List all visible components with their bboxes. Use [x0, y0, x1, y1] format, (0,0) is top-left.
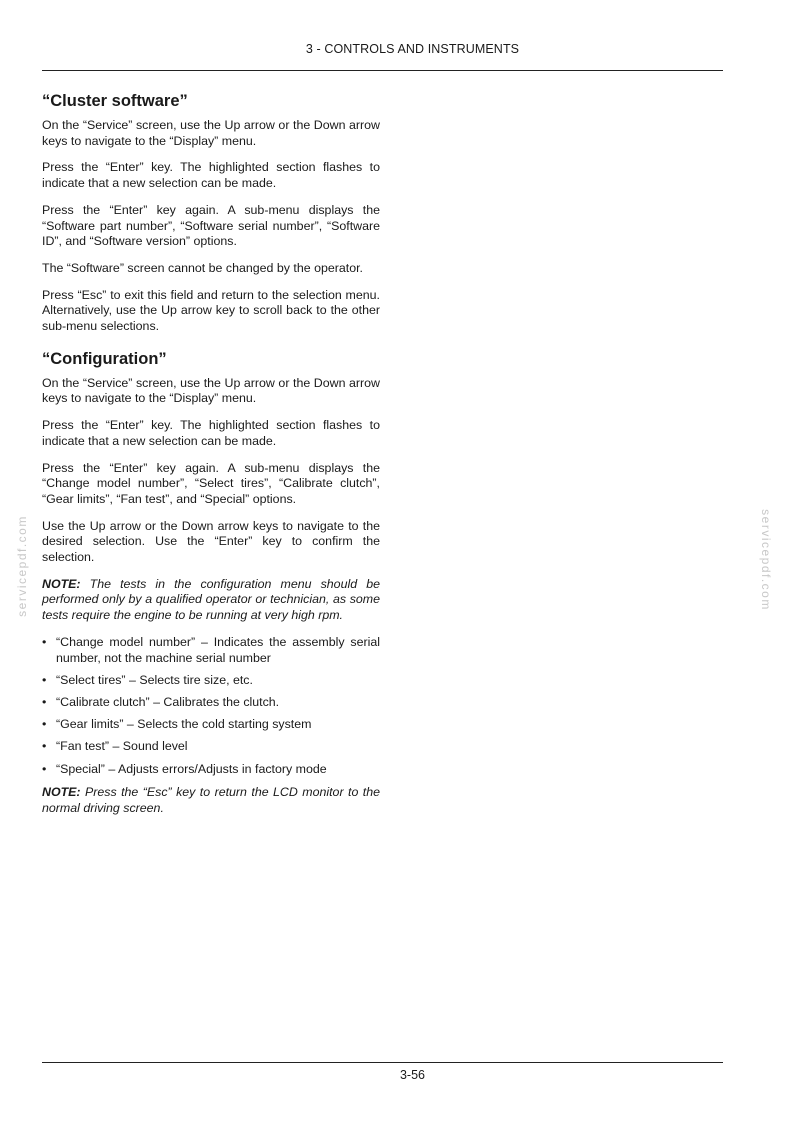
- list-item: [42, 695, 380, 711]
- list-item: [42, 673, 380, 689]
- list-item-text: “Special” – Adjusts errors/Adjusts in factory mode: [56, 761, 327, 776]
- note-label: NOTE:: [42, 576, 81, 591]
- paragraph: Press the “Enter” key again. A sub-menu displays the “Change model number”, “Select tires”, “Calibrate clutch”, “Gear limits”, “Fan test”, and “Special” options.: [42, 460, 380, 506]
- note-text: The tests in the configuration menu should be performed only by a qualified operator or technician, as some tests require the engine to be running at very high rpm.: [42, 576, 380, 623]
- bullet: •: [42, 761, 47, 776]
- bullet: •: [42, 694, 47, 709]
- paragraph: On the “Service” screen, use the Up arrow or the Down arrow keys to navigate to the “Display” menu.: [42, 118, 380, 148]
- list-item: [42, 635, 380, 666]
- paragraph: Use the Up arrow or the Down arrow keys to navigate to the desired selection. Use the “Enter” key to confirm the selection.: [42, 518, 380, 565]
- note-label: NOTE:: [42, 785, 81, 800]
- note-configuration-tests: [42, 577, 380, 624]
- watermark-left: servicepdf.com: [15, 515, 29, 617]
- page-number: 3-56: [399, 1068, 426, 1082]
- page-content: [42, 91, 380, 828]
- list-item-text: “Gear limits” – Selects the cold starting system: [56, 717, 312, 732]
- paragraph: On the “Service” screen, use the Up arrow or the Down arrow keys to navigate to the “Display” menu.: [42, 375, 380, 406]
- bullet: •: [42, 634, 47, 649]
- page-header: [42, 42, 723, 71]
- bullet: •: [42, 672, 47, 687]
- page-footer: [42, 1062, 723, 1082]
- note-text: Press the “Esc” key to return the LCD monitor to the normal driving screen.: [42, 785, 380, 815]
- list-item: [42, 739, 380, 755]
- section-heading-cluster-software: “Cluster software”: [42, 92, 188, 110]
- paragraph: Press the “Enter” key again. A sub-menu displays the “Software part number”, “Software serial number”, “Software ID”, and “Software version” options.: [42, 202, 380, 249]
- note-esc-key: [42, 785, 380, 816]
- paragraph: Press “Esc” to exit this field and return to the selection menu. Alternatively, use the Up arrow key to scroll back to the other sub-menu selections.: [42, 287, 380, 334]
- watermark-right: servicepdf.com: [759, 509, 773, 611]
- header-title: 3 - CONTROLS AND INSTRUMENTS: [305, 42, 520, 56]
- configuration-options-list: [42, 635, 380, 777]
- paragraph: Press the “Enter” key. The highlighted section flashes to indicate that a new selection can be made.: [42, 160, 380, 191]
- paragraph: The “Software” screen cannot be changed by the operator.: [42, 260, 363, 275]
- bullet: •: [42, 739, 47, 754]
- list-item-text: “Calibrate clutch” – Calibrates the clutch.: [56, 694, 280, 709]
- list-item: [42, 762, 380, 778]
- section-heading-configuration: “Configuration”: [42, 349, 167, 368]
- list-item-text: “Fan test” – Sound level: [56, 739, 188, 754]
- list-item-text: “Select tires” – Selects tire size, etc.: [56, 672, 253, 687]
- list-item-text: “Change model number” – Indicates the assembly serial number, not the machine serial number: [56, 634, 380, 665]
- list-item: [42, 717, 380, 733]
- paragraph: Press the “Enter” key. The highlighted section flashes to indicate that a new selection can be made.: [42, 418, 380, 448]
- bullet: •: [42, 717, 47, 732]
